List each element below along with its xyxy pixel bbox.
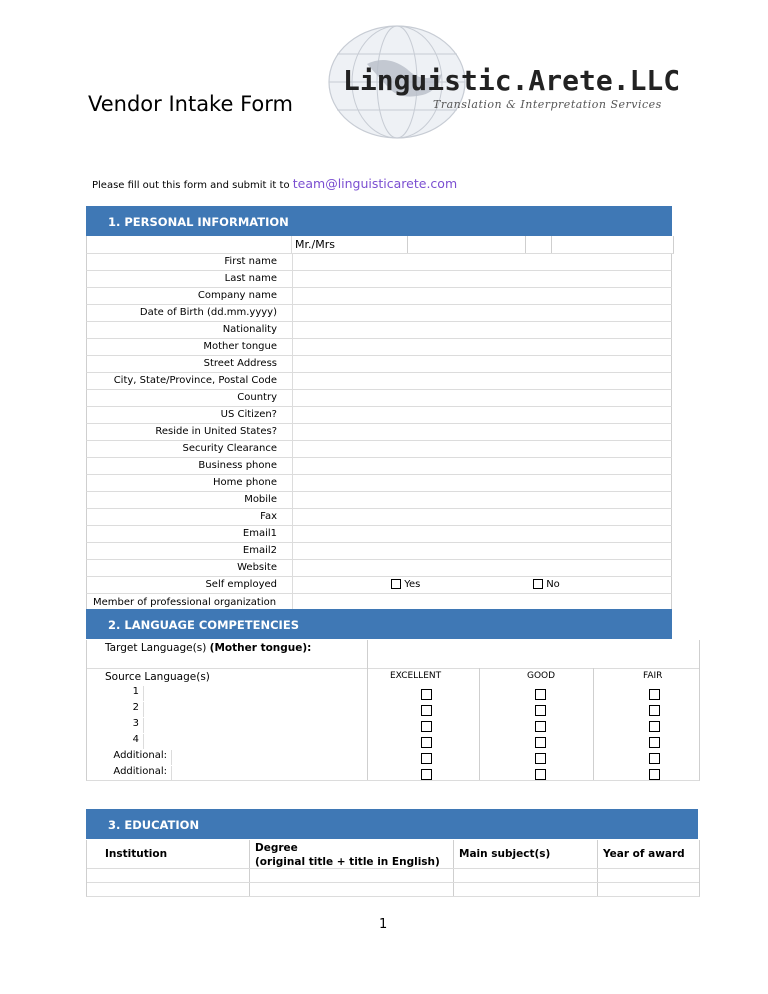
salutation-row	[86, 236, 674, 254]
field-label: Security Clearance	[182, 443, 277, 454]
level-checkbox[interactable]	[535, 689, 546, 700]
field-label: US Citizen?	[220, 409, 277, 420]
language-table	[86, 640, 700, 781]
field-label: Mobile	[244, 494, 277, 505]
personal-field-row	[86, 271, 672, 288]
target-language-label: Target Language(s) (Mother tongue):	[105, 642, 312, 654]
member-org-label: Member of professional organization	[93, 597, 277, 608]
field-label: Nationality	[222, 324, 277, 335]
personal-field-row	[86, 458, 672, 475]
email-link[interactable]: team@linguisticarete.com	[292, 176, 458, 191]
field-input[interactable]	[292, 322, 671, 338]
level-checkbox[interactable]	[535, 721, 546, 732]
personal-field-row	[86, 390, 672, 407]
section-education-title: 3. EDUCATION	[108, 818, 200, 832]
personal-field-row	[86, 441, 672, 458]
page-number: 1	[379, 917, 388, 932]
self-employed-no[interactable]: No	[533, 579, 560, 590]
level-checkbox[interactable]	[535, 753, 546, 764]
intro-label: Please fill out this form and submit it to	[92, 180, 290, 191]
language-input[interactable]	[171, 766, 368, 781]
field-label: Reside in United States?	[155, 426, 277, 437]
level-fair: FAIR	[643, 671, 663, 681]
personal-field-row	[86, 509, 672, 526]
logo-name: Linguistic.Arete.LLC	[343, 64, 681, 97]
language-input[interactable]	[143, 702, 368, 717]
field-label: Last name	[224, 273, 277, 284]
personal-field-row	[86, 373, 672, 390]
level-checkbox[interactable]	[649, 721, 660, 732]
level-good: GOOD	[527, 671, 556, 681]
personal-field-row	[86, 322, 672, 339]
field-input[interactable]	[292, 475, 671, 491]
col-year-of-award: Year of award	[603, 848, 685, 860]
level-checkbox[interactable]	[535, 737, 546, 748]
field-input[interactable]	[292, 407, 671, 423]
personal-field-row	[86, 543, 672, 560]
field-label: Business phone	[198, 460, 277, 471]
col-degree: Degree (original title + title in English)	[255, 842, 440, 868]
field-label: Self employed	[205, 579, 277, 590]
field-input[interactable]	[292, 424, 671, 440]
language-row-label: 2	[132, 702, 139, 713]
logo-tagline: Translation & Interpretation Services	[433, 98, 662, 111]
section-personal-header	[86, 206, 672, 236]
personal-field-row	[86, 407, 672, 424]
field-input[interactable]	[292, 271, 671, 287]
salutation-field[interactable]	[291, 236, 408, 253]
field-input[interactable]	[292, 305, 671, 321]
level-checkbox[interactable]	[649, 769, 660, 780]
field-input[interactable]	[292, 577, 671, 593]
language-input[interactable]	[143, 718, 368, 733]
level-checkbox[interactable]	[421, 689, 432, 700]
level-checkbox[interactable]	[421, 737, 432, 748]
language-row-label: 1	[132, 686, 139, 697]
language-row-label: Additional:	[113, 750, 167, 761]
field-input[interactable]	[292, 509, 671, 525]
personal-field-row	[86, 424, 672, 441]
checkbox-icon[interactable]	[391, 579, 401, 589]
language-row-label: 4	[132, 734, 139, 745]
level-checkbox[interactable]	[421, 753, 432, 764]
section-language-header	[86, 609, 672, 639]
source-language-label: Source Language(s)	[105, 671, 210, 683]
personal-field-row	[86, 288, 672, 305]
salutation-label: Mr./Mrs	[295, 238, 335, 251]
level-checkbox[interactable]	[421, 705, 432, 716]
field-label: Country	[237, 392, 277, 403]
field-input[interactable]	[292, 458, 671, 474]
checkbox-icon[interactable]	[533, 579, 543, 589]
intro-text	[92, 176, 457, 191]
col-main-subject: Main subject(s)	[459, 848, 551, 860]
level-checkbox[interactable]	[649, 689, 660, 700]
company-logo	[327, 24, 687, 142]
field-label: Email1	[242, 528, 277, 539]
field-input[interactable]	[292, 373, 671, 389]
personal-field-row	[86, 305, 672, 322]
language-row-label: 3	[132, 718, 139, 729]
section-personal-title: 1. PERSONAL INFORMATION	[108, 215, 289, 229]
personal-field-row	[86, 577, 672, 594]
level-checkbox[interactable]	[421, 769, 432, 780]
field-input[interactable]	[292, 560, 671, 576]
personal-field-row	[86, 492, 672, 509]
field-label: City, State/Province, Postal Code	[113, 375, 277, 386]
field-input[interactable]	[292, 339, 671, 355]
field-input[interactable]	[292, 492, 671, 508]
field-input[interactable]	[292, 526, 671, 542]
field-label: Date of Birth (dd.mm.yyyy)	[139, 307, 277, 318]
level-checkbox[interactable]	[535, 769, 546, 780]
language-row-label: Additional:	[113, 766, 167, 777]
field-input[interactable]	[292, 254, 671, 270]
level-checkbox[interactable]	[535, 705, 546, 716]
education-table	[86, 840, 700, 897]
self-employed-yes[interactable]: Yes	[391, 579, 420, 590]
language-input[interactable]	[171, 750, 368, 765]
personal-field-row	[86, 560, 672, 577]
field-label: Company name	[197, 290, 277, 301]
section-education-header	[86, 809, 698, 839]
field-input[interactable]	[292, 441, 671, 457]
language-input[interactable]	[143, 734, 368, 749]
field-label: Mother tongue	[203, 341, 277, 352]
level-checkbox[interactable]	[421, 721, 432, 732]
personal-field-row	[86, 526, 672, 543]
field-input[interactable]	[292, 390, 671, 406]
field-input[interactable]	[292, 288, 671, 304]
field-input[interactable]	[292, 356, 671, 372]
field-label: Fax	[260, 511, 277, 522]
field-label: First name	[224, 256, 277, 267]
level-checkbox[interactable]	[649, 705, 660, 716]
personal-fields	[86, 254, 672, 613]
personal-field-row	[86, 475, 672, 492]
field-label: Email2	[242, 545, 277, 556]
level-excellent: EXCELLENT	[390, 671, 442, 681]
field-label: Street Address	[203, 358, 277, 369]
personal-field-row	[86, 356, 672, 373]
level-checkbox[interactable]	[649, 737, 660, 748]
field-input[interactable]	[292, 543, 671, 559]
personal-field-row	[86, 254, 672, 271]
personal-field-row	[86, 339, 672, 356]
form-title: Vendor Intake Form	[88, 92, 293, 116]
field-label: Home phone	[212, 477, 277, 488]
field-label: Website	[237, 562, 277, 573]
col-institution: Institution	[105, 848, 168, 860]
section-language-title: 2. LANGUAGE COMPETENCIES	[108, 618, 299, 632]
level-checkbox[interactable]	[649, 753, 660, 764]
language-input[interactable]	[143, 686, 368, 701]
